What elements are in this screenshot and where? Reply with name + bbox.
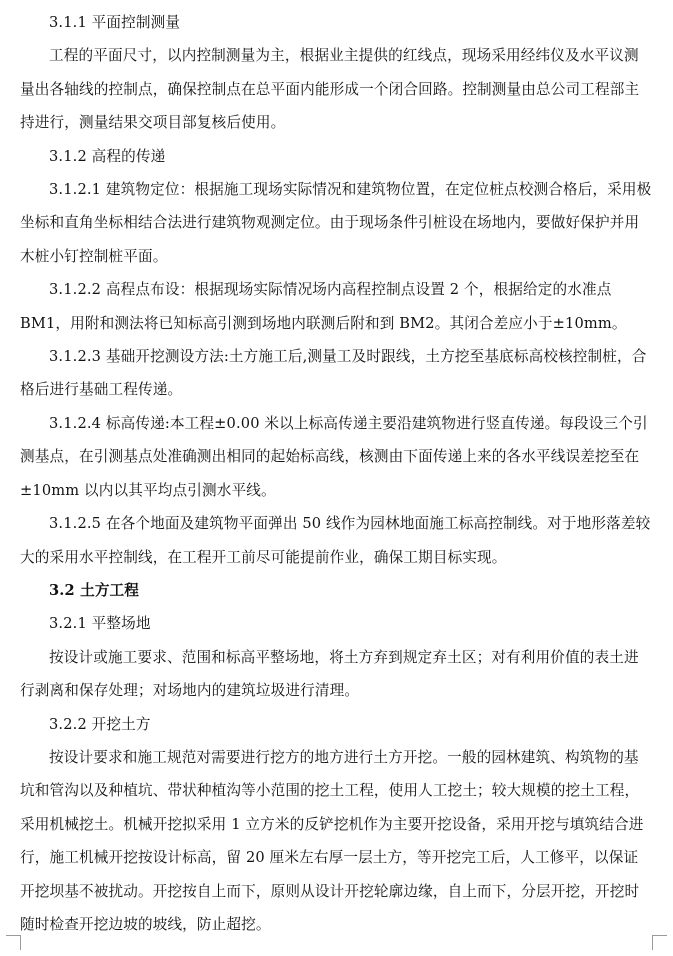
paragraph-3-1-2-2: 3.1.2.2 高程点布设：根据现场实际情况场内高程控制点设置 2 个，根据给定的水准点 BM1，用附和测法将已知标高引测到场地内联测后附和到 BM2。其闭合差应小于±10mm。 [20,281,627,332]
paragraph-3-1-2-3: 3.1.2.3 基础开挖测设方法:土方施工后,测量工及时跟线，土方挖至基底标高校核控制桩，合格后进行基础工程传递。 [20,348,647,399]
paragraph-3-1-2-1: 3.1.2.1 建筑物定位：根据施工现场实际情况和建筑物位置，在定位桩点校测合格后，采用极坐标和直角坐标相结合法进行建筑物观测定位。由于现场条件引桩设在场地内，要做好保护并用木桩小钉控制桩平面。 [20,181,652,265]
crop-mark-bottom-right [652,935,667,950]
crop-mark-bottom-left [6,935,21,950]
paragraph-plane-control: 工程的平面尺寸，以内控制测量为主，根据业主提供的红线点，现场采用经纬仪及水平议测量出各轴线的控制点，确保控制点在总平面内能形成一个闭合回路。控制测量由总公司工程部主持进行，测量结果交项目部复核后使用。 [20,47,640,132]
heading-3-2: 3.2 土方工程 [49,581,140,599]
paragraph-3-1-2-4: 3.1.2.4 标高传递:本工程±0.00 米以上标高传递主要沿建筑物进行竖直传递。每段设三个引测基点，在引测基点处准确测出相同的起始标高线，核测由下面传递上来的各水平线误差挖至在±10mm 以内以其平均点引测水平线。 [20,414,648,499]
paragraph-earth-excavation: 按设计要求和施工规范对需要进行挖方的地方进行土方开挖。一般的园林建筑、构筑物的基坑和管沟以及种植坑、带状种植沟等小范围的挖土工程，使用人工挖土；较大规模的挖土工程，采用机械挖土。机械开挖拟采用 1 立方米的反铲挖机作为主要开挖设备，采用开挖与填筑结合进行，施工机械开挖按设计标高，留 20 厘米左右厚一层土方，等开挖完工后，人工修平，以保证开挖坝基不被扰动。开挖按自上而下，原则从设计开挖轮廓边缘，自上而下，分层开挖，开挖时随时检查开挖边坡的坡线，防止超挖。 [20,748,644,933]
paragraph-3-1-2-5: 3.1.2.5 在各个地面及建筑物平面弹出 50 线作为园林地面施工标高控制线。对于地形落差较大的采用水平控制线，在工程开工前尽可能提前作业，确保工期目标实现。 [20,515,651,566]
heading-3-1-2: 3.1.2 高程的传递 [49,147,166,165]
heading-3-2-1: 3.2.1 平整场地 [49,615,151,633]
document-body [20,6,652,941]
heading-3-1-1: 3.1.1 平面控制测量 [49,14,181,31]
paragraph-site-leveling: 按设计或施工要求、范围和标高平整场地，将土方弃到规定弃土区；对有利用价值的表土进行剥离和保存处理；对场地内的建筑垃圾进行清理。 [20,648,639,700]
heading-3-2-2: 3.2.2 开挖土方 [49,715,151,733]
